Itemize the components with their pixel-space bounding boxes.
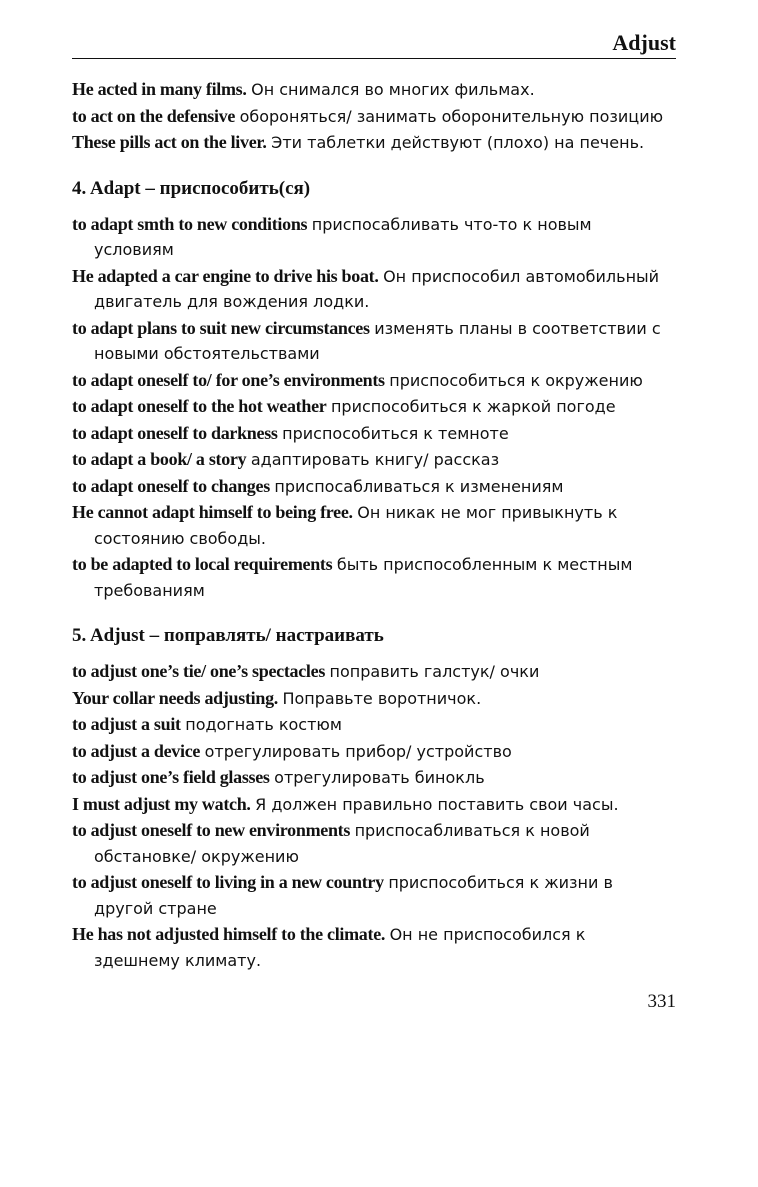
dictionary-entry [72, 368, 676, 394]
entry-translation: обороняться/ занимать оборонительную позицию [239, 106, 664, 126]
entry-translation: Поправьте воротничок. [282, 688, 482, 708]
entry-english: to act on the defensive [72, 105, 236, 126]
entry-english: to adjust one’s field glasses [72, 767, 270, 787]
entry-translation: адаптировать книгу/ рассказ [250, 450, 500, 469]
section [72, 623, 676, 973]
entry-english: to adjust a device [72, 740, 201, 761]
entry-english: to adapt oneself to darkness [72, 422, 278, 443]
entry-translation: Он снимался во многих фильмах. [251, 80, 535, 99]
entry-english: to adapt smth to new conditions [72, 213, 308, 234]
entry-english: He acted in many films. [72, 79, 247, 99]
dictionary-entry [72, 870, 676, 921]
entry-english: to adjust oneself to living in a new country [72, 872, 384, 892]
entry-translation: подогнать костюм [185, 715, 342, 734]
dictionary-entry [72, 130, 676, 156]
dictionary-entry [72, 500, 676, 551]
entry-translation: отрегулировать бинокль [274, 768, 485, 787]
entry-translation: приспосабливаться к изменениям [274, 476, 564, 496]
dictionary-entry [72, 212, 676, 263]
section-heading: 4. Adapt – приспособить(ся) [72, 177, 311, 199]
entry-translation: приспосабливать что-то к новым условиям [94, 214, 592, 259]
entry-translation: приспособиться к окружению [389, 370, 643, 390]
dictionary-entry [72, 264, 676, 315]
entry-english: to adapt plans to suit new circumstances [72, 317, 370, 338]
entry-english: He adapted a car engine to drive his boat. [72, 265, 379, 286]
entry-translation: приспособиться к жаркой погоде [330, 397, 616, 416]
dictionary-entry [72, 474, 676, 500]
entry-english: to adapt oneself to changes [72, 475, 270, 496]
entry-translation: быть приспособленным к местным требованиям [94, 555, 633, 600]
entry-english: These pills act on the liver. [72, 132, 267, 152]
entry-translation: отрегулировать прибор/ устройство [204, 741, 512, 761]
entry-translation: Он не приспособился к здешнему климату. [94, 925, 586, 970]
dictionary-entry [72, 739, 676, 765]
sections [72, 176, 676, 974]
dictionary-entry [72, 394, 676, 420]
entry-english: to adapt a book/ a story [72, 449, 247, 469]
entry-english: I must adjust my watch. [72, 793, 251, 814]
book-page [72, 28, 676, 1015]
dictionary-entry [72, 792, 676, 818]
entry-translation: приспособиться к темноте [282, 423, 509, 443]
dictionary-entry [72, 818, 676, 869]
entry-english: to adapt oneself to the hot weather [72, 396, 327, 416]
dictionary-entry [72, 77, 676, 103]
entry-english: to adjust oneself to new environments [72, 820, 351, 840]
entry-translation: Эти таблетки действуют (плохо) на печень. [271, 133, 645, 152]
dictionary-entry [72, 712, 676, 738]
dictionary-entry [72, 659, 676, 685]
entry-english: to adjust one’s tie/ one’s spectacles [72, 661, 326, 681]
dictionary-entry [72, 104, 676, 130]
entry-translation: изменять планы в соответствии с новыми обстоятельствами [94, 318, 661, 363]
entry-translation: приспособиться к жизни в другой стране [94, 873, 613, 918]
entry-english: He cannot adapt himself to being free. [72, 502, 353, 522]
entry-translation: приспосабливаться к новой обстановке/ окружению [94, 821, 590, 866]
entry-english: He has not adjusted himself to the climate. [72, 924, 386, 944]
entry-english: Your collar needs adjusting. [72, 687, 278, 708]
entry-english: to adapt oneself to/ for one’s environments [72, 369, 385, 390]
running-head: Adjust [612, 30, 676, 55]
dictionary-entry [72, 686, 676, 712]
section-heading: 5. Adjust – поправлять/ настраивать [72, 625, 384, 646]
dictionary-entry [72, 421, 676, 447]
entry-translation: поправить галстук/ очки [329, 662, 540, 681]
dictionary-entry [72, 922, 676, 973]
dictionary-entry [72, 447, 676, 473]
entry-english: to adjust a suit [72, 714, 181, 734]
dictionary-entry [72, 552, 676, 603]
entry-translation: Я должен правильно поставить свои часы. [255, 794, 619, 814]
dictionary-entry [72, 765, 676, 791]
entry-translation: Он приспособил автомобильный двигатель для вождения лодки. [94, 266, 660, 311]
page-number: 331 [647, 991, 676, 1012]
section [72, 176, 676, 604]
header-rule [72, 58, 676, 59]
intro-entries [72, 77, 676, 156]
entry-translation: Он никак не мог привыкнуть к состоянию свободы. [94, 503, 618, 548]
dictionary-entry [72, 316, 676, 367]
entry-english: to be adapted to local requirements [72, 554, 333, 574]
